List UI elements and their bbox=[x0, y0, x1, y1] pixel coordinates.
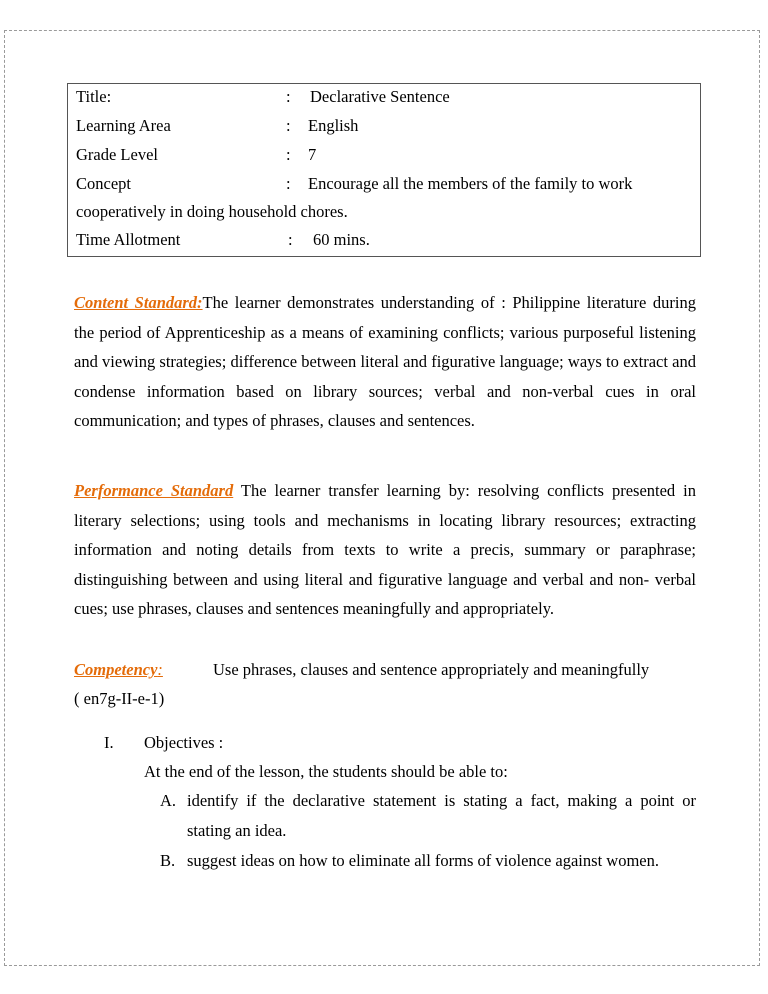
performance-standard-text: The learner transfer learning by: resolving conflicts presented in literary selections; using tools and mechanisms in locating library resources; extracting information and noting details from texts to write a precis, summary or paraphrase; distinguishing between and using literal and figurative language and verbal and non- verbal cues; use phrases, clauses and sentences meaningfully and appropriately. bbox=[74, 481, 696, 618]
title-row bbox=[76, 87, 450, 107]
time-value: 60 mins. bbox=[313, 230, 370, 249]
grade-row bbox=[76, 145, 316, 165]
objective-text: identify if the declarative statement is stating a fact, making a point or stating an idea. bbox=[187, 791, 696, 840]
content-standard-text: The learner demonstrates understanding of : Philippine literature during the period of Apprenticeship as a means of examining conflicts; various purposeful listening and viewing strategies; difference between literal and figurative language; ways to extract and condense information based on library sources; verbal and non-verbal cues in oral communication; and types of phrases, clauses and sentences. bbox=[74, 293, 696, 430]
competency-heading: Competency bbox=[74, 660, 158, 679]
competency-colon: : bbox=[157, 660, 163, 679]
objectives-intro: At the end of the lesson, the students should be able to: bbox=[144, 762, 508, 781]
lesson-info-box bbox=[67, 83, 701, 257]
objectives-heading: Objectives : bbox=[144, 733, 224, 752]
grade-colon: : bbox=[286, 145, 291, 164]
title-colon: : bbox=[286, 87, 291, 106]
objective-letter: B. bbox=[160, 851, 176, 870]
time-label: Time Allotment bbox=[76, 230, 181, 249]
competency-code: ( en7g-II-e-1) bbox=[74, 689, 165, 708]
grade-label: Grade Level bbox=[76, 145, 158, 164]
objective-letter: A. bbox=[160, 791, 177, 810]
concept-colon: : bbox=[286, 174, 291, 193]
area-row bbox=[76, 116, 358, 136]
content-standard-heading: Content Standard: bbox=[74, 293, 203, 312]
time-colon: : bbox=[288, 230, 293, 249]
performance-standard-paragraph bbox=[74, 476, 696, 624]
content-standard-paragraph bbox=[74, 288, 696, 436]
time-row bbox=[76, 230, 370, 250]
concept-label: Concept bbox=[76, 174, 131, 193]
concept-value: Encourage all the members of the family to work bbox=[308, 174, 633, 193]
objective-item-b bbox=[160, 846, 696, 876]
title-label: Title: bbox=[76, 87, 112, 106]
area-label: Learning Area bbox=[76, 116, 171, 135]
concept-row bbox=[76, 174, 632, 194]
objectives-numeral: I. bbox=[104, 733, 114, 752]
competency-label-line bbox=[74, 660, 163, 680]
area-value: English bbox=[308, 116, 359, 135]
objective-text: suggest ideas on how to eliminate all forms of violence against women. bbox=[187, 851, 659, 870]
title-value: Declarative Sentence bbox=[310, 87, 450, 106]
objective-item-a bbox=[160, 786, 696, 845]
competency-text: Use phrases, clauses and sentence appropriately and meaningfully bbox=[213, 660, 650, 679]
performance-standard-heading: Performance Standard bbox=[74, 481, 234, 500]
concept-value-continued: cooperatively in doing household chores. bbox=[76, 202, 348, 221]
grade-value: 7 bbox=[308, 145, 317, 164]
area-colon: : bbox=[286, 116, 291, 135]
